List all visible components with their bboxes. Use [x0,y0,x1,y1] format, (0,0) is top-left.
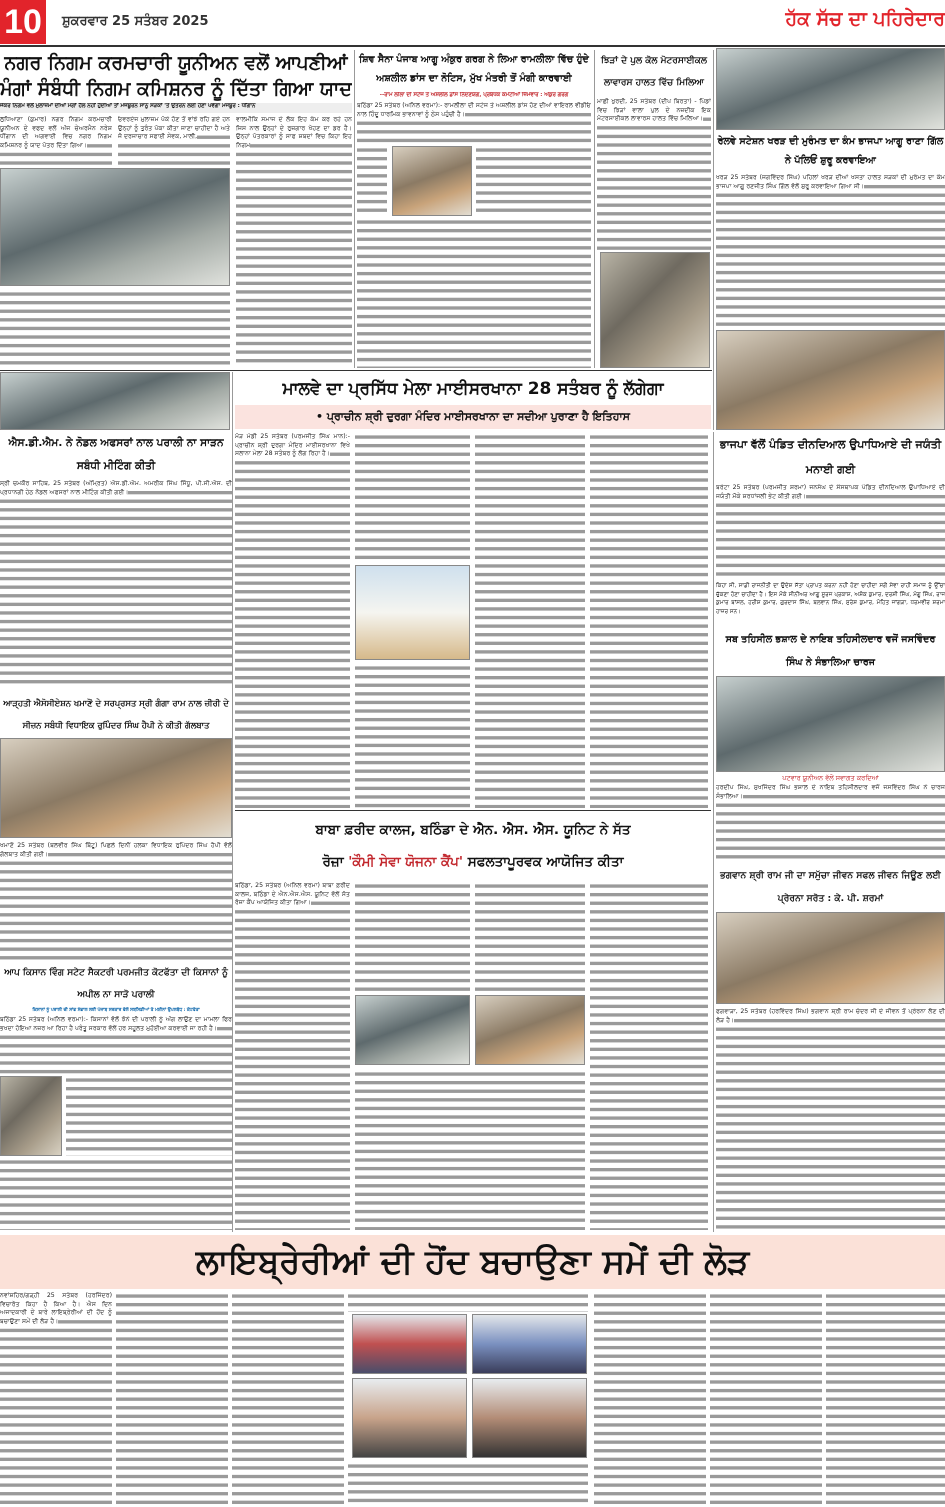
column-divider [354,50,355,368]
section-rule [235,810,711,811]
column-divider [594,50,595,368]
photo-ankur-garg [392,146,472,216]
article-body [66,1076,232,1156]
subhead-mela: • ਪ੍ਰਾਚੀਨ ਸ਼੍ਰੀ ਦੁਰਗਾ ਮੰਦਿਰ ਮਾਈਸਰਖਾਨਾ ਦਾ ਸਦੀਆ ਪੁਰਾਣਾ ਹੈ ਇਤਿਹਾਸ [235,405,711,429]
article-body: ਓਵਰਏਜ ਮੁਲਾਜ਼ਮ ਪੱਕੇ ਹੋਣ ਤੋਂ ਵਾਂਝੇ ਰਹਿ ਗਏ ਹਨ ਉਨ੍ਹਾਂ ਨੂੰ ਤੁਰੰਤ ਪੱਕਾ ਕੀਤਾ ਜਾਣਾ ਚਾਹੀਦਾ ਹੈ ਅਤੇ ਜੋ ਦਰਜਾਚਾਰ ਸਫਾਈ ਸੇਵਕ, ਮਾਲੀ, [118,116,230,166]
headline-tehsildar: ਸਬ ਤਹਿਸੀਲ ਭਸ਼ਾਲ ਦੇ ਨਾਇਬ ਤਹਿਸੀਲਦਾਰ ਵਜੋਂ ਜਸਵਿੰਦਰ ਸਿੰਘ ਨੇ ਸੰਭਾਲਿਆ ਚਾਰਜ [725,634,936,668]
article-body: ਖਰੜ 25 ਸਤੰਬਰ (ਜਗਵਿੰਦਰ ਸਿੰਘ) ਪਹਿਲਾਂ ਖਰੜ ਦੀਆਂ ਖਸਤਾ ਹਾਲਤ ਸੜਕਾਂ ਦੀ ਮੁਰੰਮਤ ਦਾ ਕੰਮ ਭਾਜਪਾ ਆਗੂ ਰਣਜੀਤ ਸਿੰਘ ਗਿੱਲ ਵੱਲੋਂ ਸ਼ੁਰੂ ਕਰਵਾਇਆ ਗਿਆ ਸੀ। [716,174,945,328]
photo-author-1 [352,1314,467,1374]
article-body [0,290,230,368]
headline-aap-kisan: ਆਪ ਕਿਸਾਨ ਵਿੰਗ ਸਟੇਟ ਸੈਕਟਰੀ ਪਰਮਜੀਤ ਕੋਟਫੱਤਾ ਦੀ ਕਿਸਾਨਾਂ ਨੂੰ ਅਪੀਲ ਨਾ ਸਾੜੋ ਪਰਾਲੀ [4,968,228,1000]
headline-bjp-pandit: ਭਾਜਪਾ ਵੱਲੋਂ ਪੰਡਿਤ ਦੀਨਦਿਆਲ ਉਪਾਧਿਆਏ ਦੀ ਜਯੰਤੀ ਮਨਾਈ ਗਈ [719,438,942,476]
photo-nss-camp-1 [355,995,470,1065]
article-body: ਸ੍ਰੀ ਚਮਕੌਰ ਸਾਹਿਬ, 25 ਸਤੰਬਰ (ਅੰਮ੍ਰਿਤ) ਐਸ.ਡੀ.ਐਮ. ਅਮਰੀਕ ਸਿੰਘ ਸਿੱਧੂ, ਪੀ.ਸੀ.ਐਸ. ਦੀ ਪ੍ਰਧਾਨਗੀ ਹੇਠ ਨੋਡਲ ਅਫਸਰਾਂ ਨਾਲ ਮੀਟਿੰਗ ਕੀਤੀ ਗਈ। [0,480,232,688]
headline-sdm: ਐਸ.ਡੀ.ਐਮ. ਨੇ ਨੋਡਲ ਅਫਸਰਾਂ ਨਾਲ ਪਰਾਲੀ ਨਾ ਸਾੜਨ ਸਬੰਧੀ ਮੀਟਿੰਗ ਕੀਤੀ [8,437,224,472]
headline-line-2-end: ਸਫਲਤਾਪੂਰਵਕ ਆਯੋਜਿਤ ਕੀਤਾ [467,854,624,870]
photo-author-2 [472,1314,587,1374]
article-body [590,882,708,1230]
headline-line-2: ਰੋਜ਼ਾ [322,854,344,870]
headline-railway: ਰੇਲਵੇ ਸਟੇਸ਼ਨ ਖਰੜ ਦੀ ਮੁਰੰਮਤ ਦਾ ਕੰਮ ਭਾਜਪਾ ਆਗੂ ਰਾਣਾ ਗਿੱਲ ਨੇ ਪੱਲਿਓਂ ਸ਼ੁਰੂ ਕਰਵਾਇਆ [717,136,944,166]
article-body [348,1292,588,1312]
header-rule [0,45,945,47]
article-body [232,1292,344,1507]
article-body [594,1292,706,1507]
article-body [0,1158,232,1230]
article-body: ਹਰਦੀਪ ਸਿੰਘ, ਸੁਖਜਿੰਦਰ ਸਿੰਘ ਭਸ਼ਾਲ ਦੇ ਨਾਇਬ ਤਹਿਸੀਲਦਾਰ ਵਜੋਂ ਜਸਵਿੰਦਰ ਸਿੰਘ ਨੇ ਚਾਰਜ ਸੰਭਾਲਿਆ। [716,784,945,860]
article-body: ਵਾਲਮੀਕਿ ਸਮਾਜ ਦੇ ਲੋਕ ਇਹ ਕੰਮ ਕਰ ਰਹੇ ਹਨ ਜਿਸ ਨਾਲ ਉਨ੍ਹਾਂ ਦੇ ਰੁਜ਼ਗਾਰ ਖੋਹਣ ਦਾ ਡਰ ਹੈ। ਉਨ੍ਹਾਂ ਪੱਤਰਕਾਰਾਂ ਨੂੰ ਸਾਫ ਸ਼ਬਦਾਂ ਵਿਚ ਕਿਹਾ ਇਹ ਨਿਗਮ [236,116,352,366]
headline-arhtiya: ਆੜ੍ਹਤੀ ਐਸੋਸੀਏਸ਼ਨ ਖਮਾਣੋਂ ਦੇ ਸਰਪ੍ਰਸਤ ਸ੍ਰੀ ਗੰਗਾ ਰਾਮ ਨਾਲ ਜ਼ੀਰੀ ਦੇ ਸੀਜ਼ਨ ਸਬੰਧੀ ਵਿਧਾਇਕ ਰੁਪਿੰਦਰ ਸਿੰਘ ਹੈਪੀ ਨੇ ਕੀਤੀ ਗੱਲਬਾਤ [3,698,229,730]
article-body [355,433,470,563]
headline-libraries: ਲਾਇਬ੍ਰੇਰੀਆਂ ਦੀ ਹੋਂਦ ਬਚਾਉਣਾ ਸਮੇਂ ਦੀ ਲੋੜ [0,1235,945,1289]
article-body: ਫਗਵਾੜਾ, 25 ਸਤੰਬਰ (ਹਰਵਿੰਦਰ ਸਿੰਘ) ਭਗਵਾਨ ਸ਼੍ਰੀ ਰਾਮ ਚੰਦਰ ਜੀ ਦੇ ਜੀਵਨ ਤੋਂ ਪ੍ਰੇਰਨਾ ਲੈਣ ਦੀ ਲੋੜ ਹੈ। [716,1008,945,1230]
date-line: ਸ਼ੁਕਰਵਾਰ 25 ਸਤੰਬਰ 2025 [62,14,209,29]
photo-mla-meeting [0,738,232,838]
article-body [355,882,470,992]
headline-motorcycle: ਝਿੜਾਂ ਦੇ ਪੁਲ ਕੋਲ ਮੋਟਰਸਾਈਕਲ ਲਾਵਾਰਸ ਹਾਲਤ ਵਿੱਚ ਮਿਲਿਆ [601,56,707,88]
article-body [475,433,585,808]
article-body: ਮਾਛੀ ਖੁਰਦੀ, 25 ਸਤੰਬਰ (ਦੀਪ ਬਿਰਤਾ) - ਪਿੰਡਾਂ ਵਿਚ ਝਿੜਾਂ ਵਾਲਾ ਪੁਲ ਦੇ ਨਜ਼ਦੀਕ ਇਕ ਮੋਟਰਸਾਈਕਲ ਲਾਵਾਰਸ ਹਾਲਤ ਵਿੱਚ ਮਿਲਿਆ। [597,98,711,250]
article-body [116,1292,228,1507]
article-body [357,218,591,368]
subhead-aap-kisan: ਕਿਸਾਨਾਂ ਨੂੰ ਪਰਾਲੀ ਦੀ ਸਾਂਭ ਸੰਭਾਲ ਲਈ ਪੰਜਾਬ ਸਰਕਾਰ ਵੱਲੋਂ ਸਬਸਿਡੀਆਂ ਤੇ ਮਸ਼ੀਨਾਂ ਉਪਲਬੱਧ : ਕੋਟਫੱਤਾ [32,1008,200,1013]
photo-bjp-tribute [716,330,945,430]
photo-nss-camp-2 [475,995,585,1065]
photo-durga-temple [355,565,470,660]
article-body: ਬਠਿੰਡਾ, 25 ਸਤੰਬਰ (ਅਨਿਲ ਵਰਮਾ) ਬਾਬਾ ਫ਼ਰੀਦ ਕਾਲਜ, ਬਠਿੰਡਾ ਦੇ ਐਨ.ਐਸ.ਐਸ. ਯੂਨਿਟ ਵੱਲੋਂ ਸੱਤ ਰੋਜ਼ਾ ਕੈਂਪ ਆਯੋਜਿਤ ਕੀਤਾ ਗਿਆ। [235,882,350,1230]
headline-mela: ਮਾਲਵੇ ਦਾ ਪ੍ਰਸਿੱਧ ਮੇਲਾ ਮਾਈਸਰਖਾਨਾ 28 ਸਤੰਬਰ ਨੂੰ ਲੱਗੇਗਾ [282,379,664,399]
article-body [476,146,591,216]
article-body: ਬਠਿੰਡਾ 25 ਸਤੰਬਰ (ਅਨਿਲ ਵਰਮਾ):- ਕਿਸਾਨਾਂ ਵੱਲੋਂ ਝੋਨੇ ਦੀ ਪਰਾਲੀ ਨੂੰ ਅੱਗ ਲਾਉਣ ਦਾ ਮਾਮਲਾ ਫਿਰ ਭਖਦਾ ਹੋਇਆ ਨਜ਼ਰ ਆ ਰਿਹਾ ਹੈ ਪਰੰਤੂ ਸਰਕਾਰ ਵੱਲੋਂ ਹਰ ਸਹੂਲਤ ਮੁਹੱਈਆ ਕਰਵਾਈ ਜਾ ਰਹੀ ਹੈ। [0,1016,232,1074]
headline-shiv-sena: ਸ਼ਿਵ ਸੈਨਾ ਪੰਜਾਬ ਆਗੂ ਅੰਕੁਰ ਗਰਗ ਨੇ ਲਿਆ ਰਾਮਲੀਲਾ ਵਿੱਚ ਹੁੰਦੇ ਅਸ਼ਲੀਲ ਡਾਂਸ ਦਾ ਨੋਟਿਸ, ਮੁੱਖ ਮੰਤਰੀ ਤੋਂ ਮੰਗੀ ਕਾਰਵਾਈ [359,54,589,84]
article-body [355,664,470,808]
headline-line-1: ਬਾਬਾ ਫ਼ਰੀਦ ਕਾਲਜ, ਬਠਿੰਡਾ ਦੇ ਐਨ. ਐਸ. ਐਸ. ਯੂਨਿਟ ਨੇ ਸੱਤ [315,822,631,838]
article-body [590,433,708,808]
headline-highlight: 'ਕੌਮੀ ਸੇਵਾ ਯੋਜਨਾ ਕੈਂਪ' [348,854,464,870]
article-body: ਨਵਾਂਸ਼ਹਿਰ/ਗੜ੍ਹੀ 25 ਸਤੰਬਰ (ਹਰਜਿੰਦਰ) ਵਿਚਾਰੋਤ ਕਿਹਾ ਹੈ ਕਿਆ ਹੈ। ਐਸ ਦਿਨ ਅਜਾਦਕਾਰੀ ਦੇ ਬਾਰੇ ਲਾਇਬ੍ਰੇਰੀਆਂ ਦੀ ਹੋਂਦ ਨੂੰ ਬਚਾਉਣਾ ਸਮੇਂ ਦੀ ਲੋੜ ਹੈ। [0,1292,112,1507]
newspaper-logo: ਹੱਕ ਸੱਚ ਦਾ ਪਹਿਰੇਦਾਰ [785,8,945,30]
subhead-shiv-sena: --ਰਾਮ ਲੀਲਾ ਦੀ ਸਟੇਜ ਤੇ ਅਸ਼ਲੀਲ ਡਾਂਸ ਨਿੰਦਣਯੋਗ, ਪ੍ਰਬੰਧਕ ਕਮੇਟੀਆਂ ਜ਼ਿੰਮੇਵਾਰ : ਅੰਕੁਰ ਗਰਗ [379,92,569,98]
photo-tehsildar-welcome [716,676,945,772]
subhead-nagar-nigam: ਜੇਕਰ ਨਿਗਮ ਵਲੋਂ ਮੁਲਾਜ਼ਮਾਂ ਦੀਆਂ ਮੰਗਾਂ ਹੱਲ ਨਹੀਂ ਹੁੰਦੀਆਂ ਤਾਂ ਮਜਬੂਰਨ ਸਾਨੂੰ ਸੜਕਾਂ 'ਤੇ ਉਤਰਨ ਲਈ ਹੋਣਾ ਪਵੇਗਾ ਮਜਬੂਰ : ਧੀਂਗਾਨ [0,103,352,113]
article-body [475,882,585,992]
column-divider [713,432,714,1232]
article-body: ਕਿਹਾ ਸੀ, ਸਾਡੀ ਰਾਜਨੀਤੀ ਦਾ ਉਦੇਸ਼ ਸੱਤਾ ਪ੍ਰਾਪਤ ਕਰਨਾ ਨਹੀਂ ਹੋਣਾ ਚਾਹੀਦਾ ਸਗੋਂ ਸੇਵਾ ਰਾਹੀਂ ਸਮਾਜ ਨੂੰ ਉੱਚਾ ਚੁੱਕਣਾ ਹੋਣਾ ਚਾਹੀਦਾ ਹੈ। ਇਸ ਮੌਕੇ ਸੀਨੀਅਰ ਆਗੂ ਸੂਰਜ ਪ੍ਰਕਾਸ਼, ਅਸ਼ੋਕ ਕੁਮਾਰ, ਦਰਸ਼ੀ ਸਿੰਘ, ਮੰਗੂ ਸਿੰਘ, ਰਾਜ ਕੁਮਾਰ ਬਾਂਸਲ, ਹਰੀਸ਼ ਕੁਮਾਰ, ਗੁਰਦਾਸ ਸਿੰਘ, ਬਲਵਾਨ ਸਿੰਘ, ਸੁਰੇਸ਼ ਕੁਮਾਰ, ਮੋਹਿਤ ਜਾਂਗੜਾ, ਧਰਮਵੀਰ ਸ਼ਰਮਾ ਹਾਜ਼ਰ ਸਨ। [716,583,945,615]
headline-shri-ram: ਭਗਵਾਨ ਸ਼੍ਰੀ ਰਾਮ ਜੀ ਦਾ ਸਮੁੱਚਾ ਜੀਵਨ ਸਫਲ ਜੀਵਨ ਜਿਊਣ ਲਈ ਪ੍ਰੇਰਨਾ ਸਰੋਤ : ਕੇ. ਪੀ. ਸ਼ਰਮਾਂ [720,870,941,904]
photo-author-3 [352,1378,467,1458]
photo-parmjit-kotfatta [0,1076,62,1156]
page-number: 10 [0,0,46,44]
article-body [355,1070,585,1230]
headline-baba-farid [235,814,711,878]
article-body: ਖਮਾਣੋਂ 25 ਸਤੰਬਰ (ਬਲਵੀਰ ਸਿੰਘ ਬਿੱਟੂ) ਪਿਛਲੇ ਦਿਨੀਂ ਹਲਕਾ ਵਿਧਾਇਕ ਰੁਪਿੰਦਰ ਸਿੰਘ ਹੈਪੀ ਵੱਲੋਂ ਗੱਲਬਾਤ ਕੀਤੀ ਗਈ। [0,842,232,960]
photo-kp-sharma [716,912,945,1004]
photo-motorcycle [600,252,710,368]
masthead [0,0,945,46]
article-body [826,1292,945,1507]
article-body [710,1292,822,1507]
article-body [348,1462,588,1507]
photo-union-meeting [0,168,230,286]
column-divider [713,50,714,430]
article-body: ਮੋੜ ਮੰਡੀ 25 ਸਤੰਬਰ (ਪਰਮਜੀਤ ਸਿੰਘ ਮਾਨ):- ਪ੍ਰਾਚੀਨ ਸ਼੍ਰੀ ਦੁਰਗਾ ਮੰਦਿਰ ਮਾਈਸਰਖਾਨਾ ਵਿਖੇ ਸਲਾਨਾ ਮੇਲਾ 28 ਸਤੰਬਰ ਨੂੰ ਲੱਗ ਰਿਹਾ ਹੈ। [235,433,350,808]
headline-nagar-nigam: ਨਗਰ ਨਿਗਮ ਕਰਮਚਾਰੀ ਯੂਨੀਅਨ ਵਲੋਂ ਆਪਣੀਆਂ ਮੰਗਾਂ ਸੰਬੰਧੀ ਨਿਗਮ ਕਮਿਸ਼ਨਰ ਨੂੰ ਦਿੱਤਾ ਗਿਆ ਯਾਦ [0,52,352,100]
section-rule [0,370,712,371]
photo-sdm-meeting [0,372,230,430]
article-body: ਲੁਧਿਆਣਾ (ਕੁਮਾਰ) ਨਗਰ ਨਿਗਮ ਕਰਮਚਾਰੀ ਯੂਨੀਅਨ ਦੇ ਵਫਦ ਵਲੋਂ ਅੱਜ ਚੇਅਰਮੈਨ ਨਰੇਸ਼ ਧੀਂਗਾਨ ਦੀ ਅਗਵਾਈ ਵਿਚ ਨਗਰ ਨਿਗਮ ਕਮਿਸ਼ਨਰ ਨੂੰ ਯਾਦ ਪੱਤਰ ਦਿੱਤਾ ਗਿਆ। [0,116,112,166]
photo-caption: ਪਟਵਾਰ ਯੂਨੀਅਨ ਵੱਲੋਂ ਸਵਾਗਤ ਕਰਦਿਆਂ [782,774,879,782]
photo-author-4 [472,1378,587,1458]
column-divider [232,372,233,1232]
article-body: ਬਠਿੰਡਾ 25 ਸਤੰਬਰ (ਅਨਿਲ ਵਰਮਾ):- ਰਾਮਲੀਲਾ ਦੀ ਸਟੇਜ ਤੇ ਅਸ਼ਲੀਲ ਡਾਂਸ ਹੋਣ ਦੀਆਂ ਵਾਇਰਲ ਵੀਡੀਓ ਨਾਲ ਹਿੰਦੂ ਧਾਰਮਿਕ ਭਾਵਨਾਵਾਂ ਨੂੰ ਠੇਸ ਪਹੁੰਚੀ ਹੈ। [357,102,591,146]
photo-railway-group [716,48,945,130]
article-body [357,146,387,216]
article-body: ਬਰੇਟਾ 25 ਸਤੰਬਰ (ਪਰਮਜੀਤ ਸ਼ਰਮਾ) ਜਨਸੰਘ ਦੇ ਸੰਸਥਾਪਕ ਪੰਡਿਤ ਦੀਨਦਿਆਲ ਉਪਾਧਿਆਏ ਦੀ ਜਯੰਤੀ ਮੌਕੇ ਸ਼ਰਧਾਂਜਲੀ ਭੇਟ ਕੀਤੀ ਗਈ। [716,484,945,580]
